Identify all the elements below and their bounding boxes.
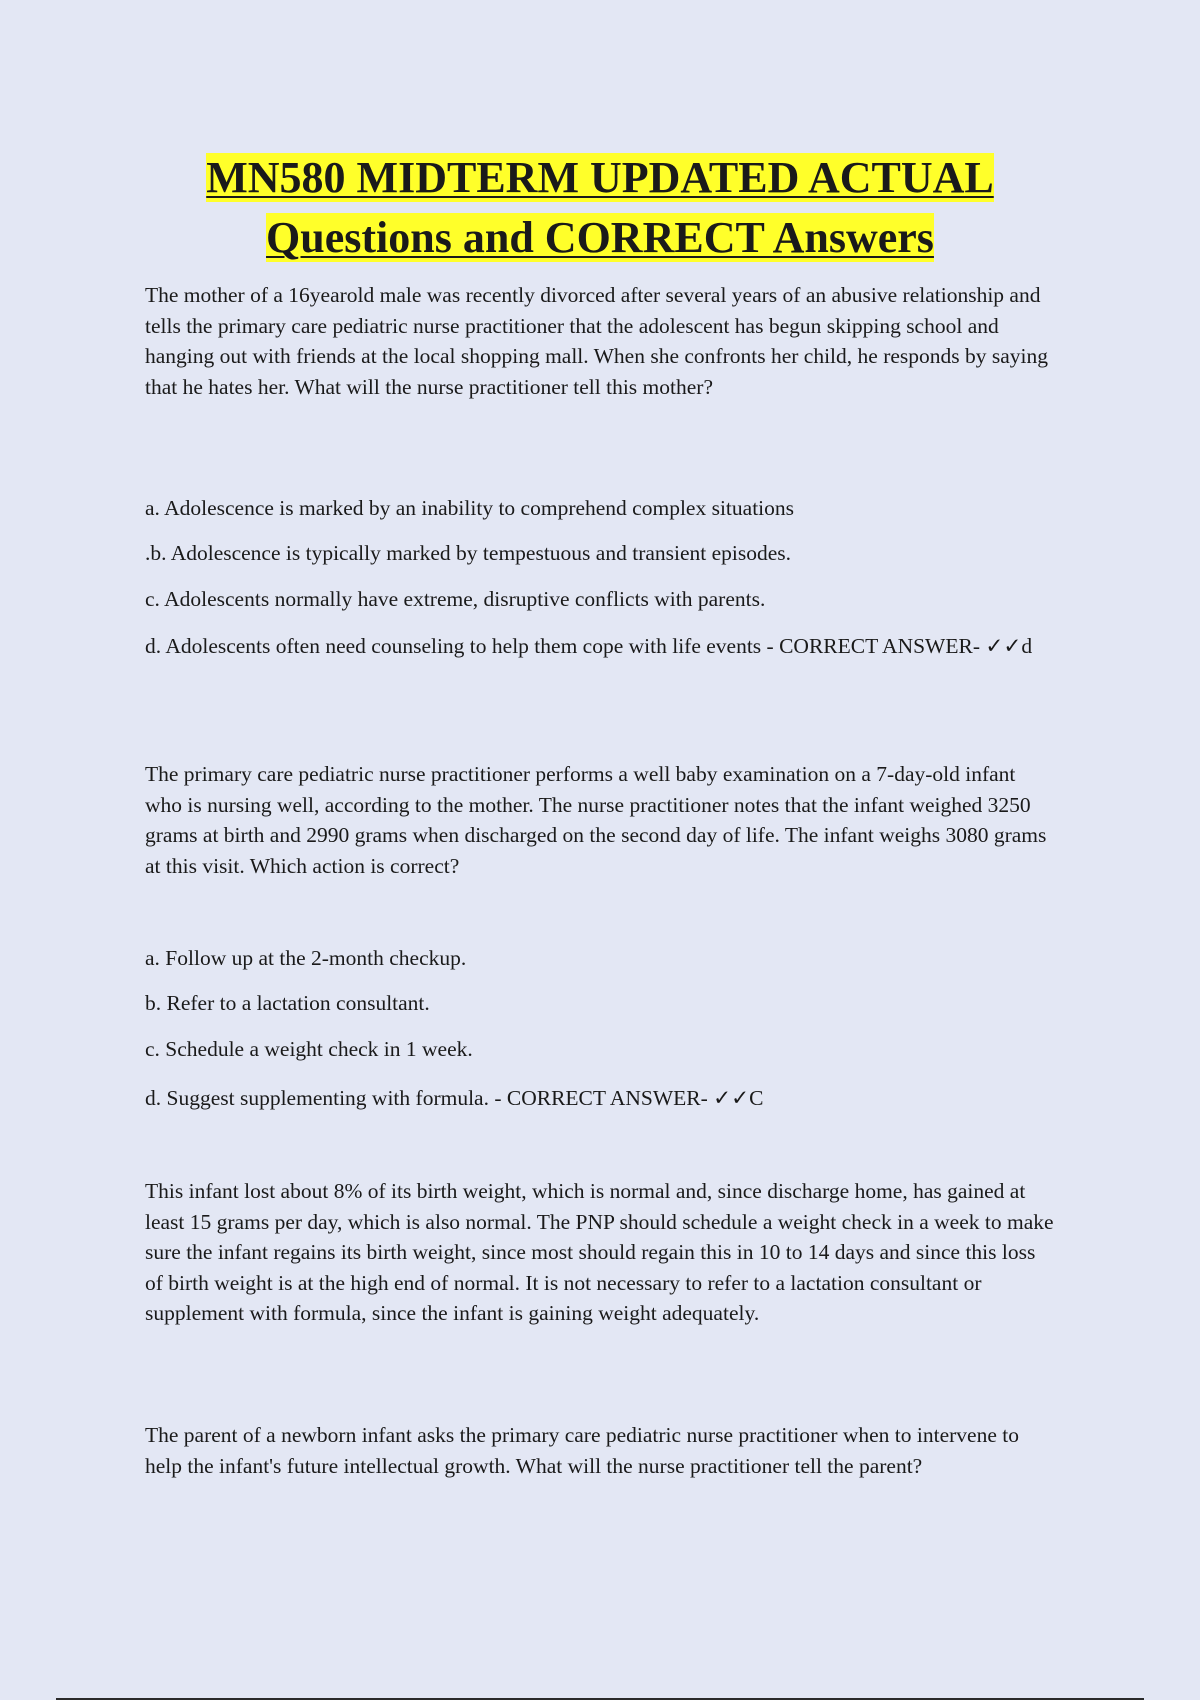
document-title bbox=[0, 148, 1200, 268]
question-2-option-d: d. Suggest supplementing with formula. - CORRECT ANSWER- ✓✓C bbox=[145, 1086, 764, 1110]
title-line-2: Questions and CORRECT Answers bbox=[266, 213, 934, 262]
title-line-1: MN580 MIDTERM UPDATED ACTUAL bbox=[206, 153, 994, 202]
question-1-option-c: c. Adolescents normally have extreme, disruptive conflicts with parents. bbox=[145, 587, 766, 611]
question-2-option-c: c. Schedule a weight check in 1 week. bbox=[145, 1037, 473, 1061]
question-1-option-b: .b. Adolescence is typically marked by tempestuous and transient episodes. bbox=[145, 541, 792, 565]
question-3-stem: The parent of a newborn infant asks the primary care pediatric nurse practitioner when to intervene to help the infant's future intellectual growth. What will the nurse practitioner tell the parent? bbox=[145, 1423, 1019, 1478]
question-2-option-b: b. Refer to a lactation consultant. bbox=[145, 991, 430, 1015]
question-1-option-a: a. Adolescence is marked by an inability to comprehend complex situations bbox=[145, 496, 795, 520]
question-2-stem: The primary care pediatric nurse practitioner performs a well baby examination on a 7-day-old infant who is nursing well, according to the mother. The nurse practitioner notes that the infant weighed 3250 grams at birth and 2990 grams when discharged on the second day of life. The infant weighs 3080 grams at this visit. Which action is correct? bbox=[145, 762, 1047, 878]
question-2-option-a: a. Follow up at the 2-month checkup. bbox=[145, 946, 467, 970]
question-1-stem: The mother of a 16yearold male was recently divorced after several years of an abusive relationship and tells the primary care pediatric nurse practitioner that the adolescent has begun skipping school and hanging out with friends at the local shopping mall. When she confronts her child, he responds by saying that he hates her. What will the nurse practitioner tell this mother? bbox=[145, 283, 1049, 399]
question-1-option-d: d. Adolescents often need counseling to help them cope with life events - CORRECT ANSWER- ✓✓d bbox=[145, 634, 1033, 658]
question-2-rationale: This infant lost about 8% of its birth weight, which is normal and, since discharge home, has gained at least 15 grams per day, which is also normal. The PNP should schedule a weight check in a week to make sure the infant regains its birth weight, since most should regain this in 10 to 14 days and since this loss of birth weight is at the high end of normal. It is not necessary to refer to a lactation consultant or supplement with formula, since the infant is gaining weight adequately. bbox=[145, 1179, 1054, 1325]
